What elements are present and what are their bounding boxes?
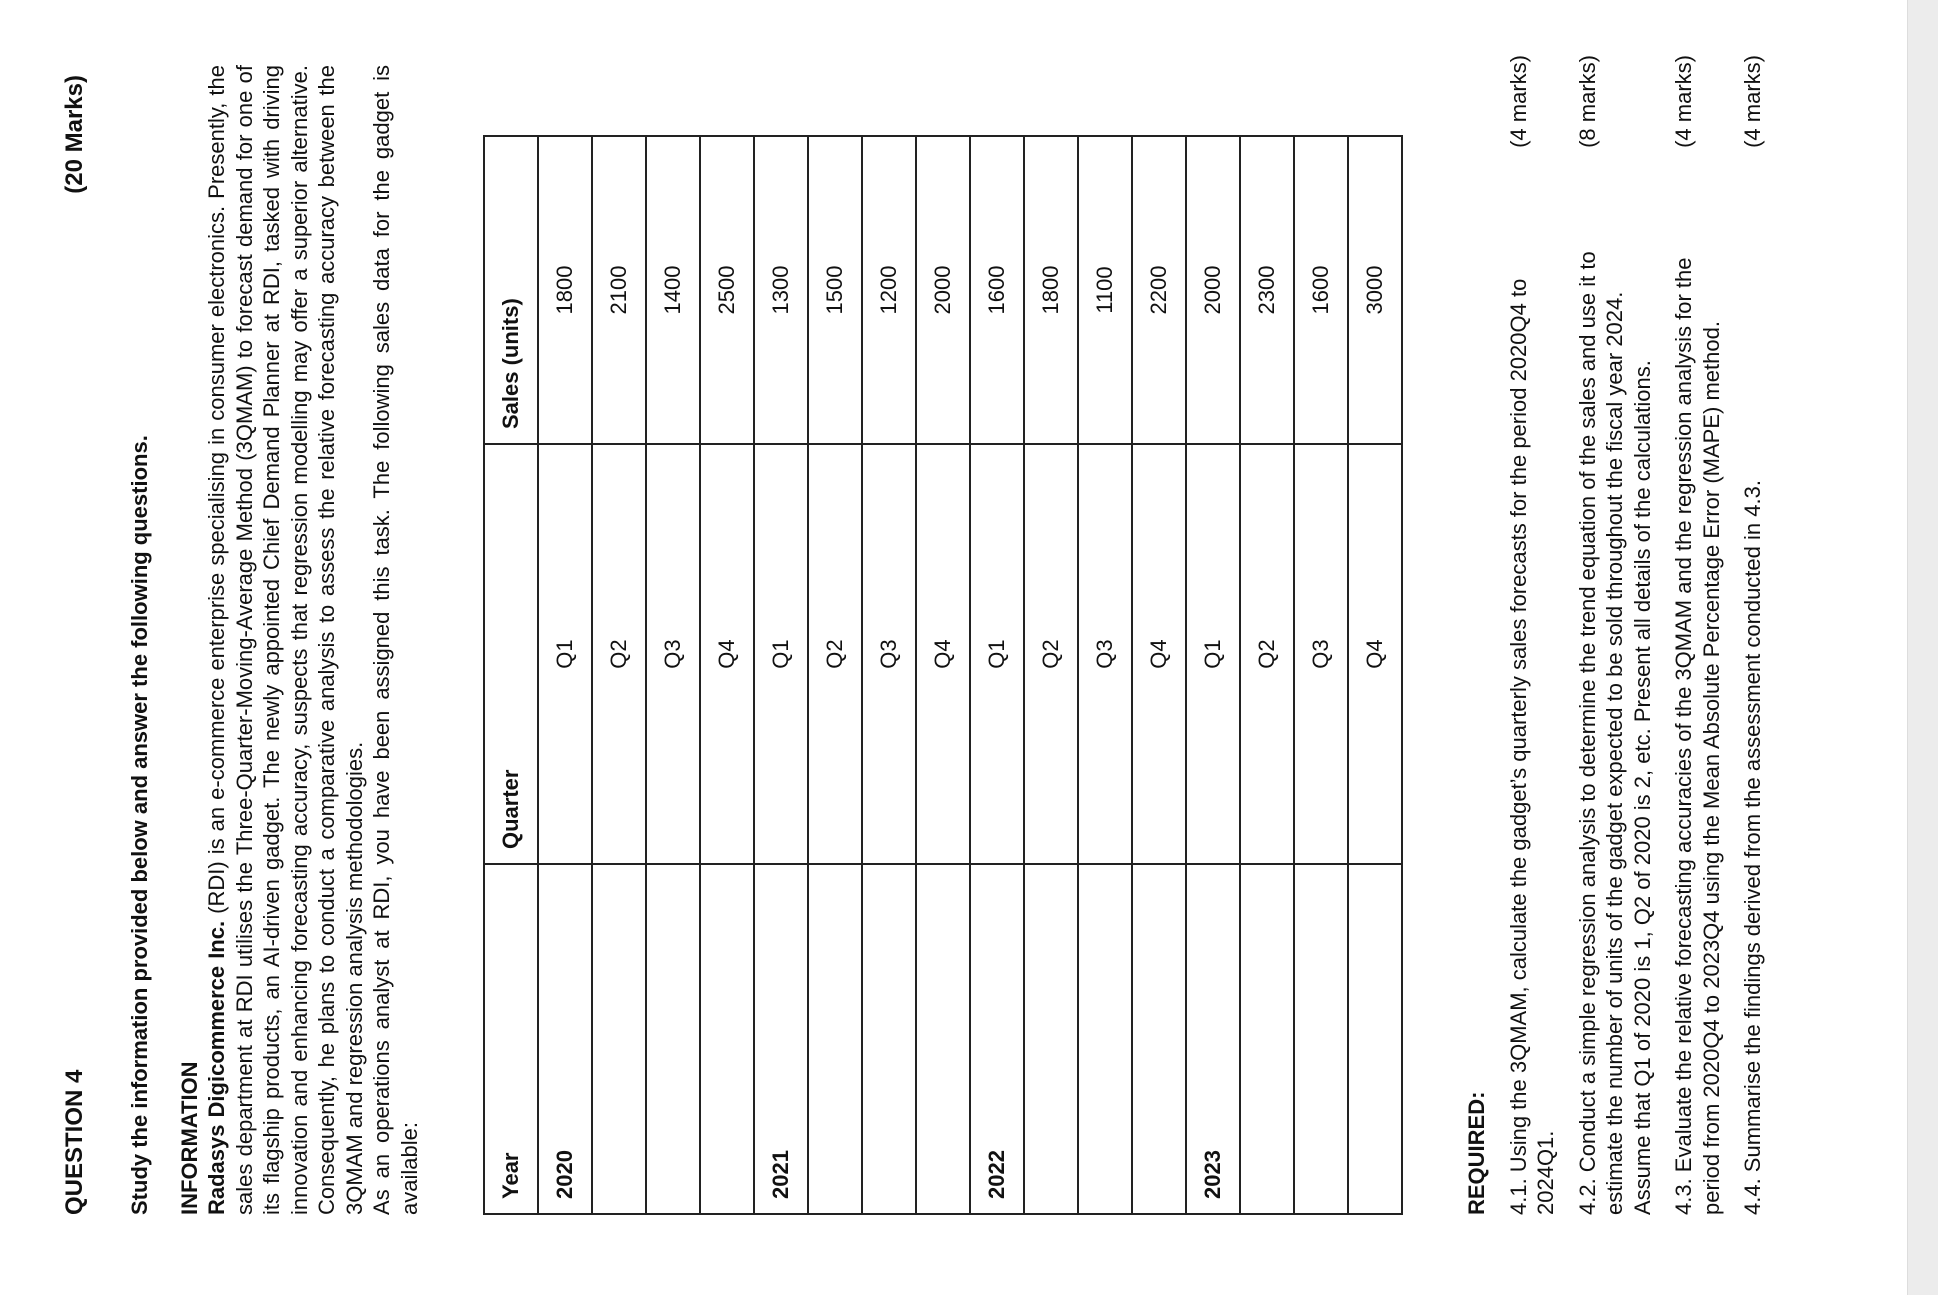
task-paragraph: As an operations analyst at RDI, you have been assigned this task. The following sales data for the gadget is available: xyxy=(369,65,422,1215)
cell-sales: 1800 xyxy=(1024,136,1078,444)
cell-sales: 1100 xyxy=(1078,136,1132,444)
required-item-marks: (4 marks) xyxy=(1671,55,1696,148)
cell-year xyxy=(1078,864,1132,1214)
cell-sales: 2000 xyxy=(916,136,970,444)
cell-sales: 2100 xyxy=(592,136,646,444)
question-marks: (20 Marks) xyxy=(61,75,88,194)
table-row xyxy=(1132,136,1186,1214)
table-row xyxy=(1078,136,1132,1214)
cell-quarter: Q1 xyxy=(970,444,1024,864)
required-item xyxy=(1739,55,1767,1215)
cell-year xyxy=(1132,864,1186,1214)
sales-data-table xyxy=(483,135,1403,1215)
cell-sales: 3000 xyxy=(1348,136,1402,444)
table-header-row xyxy=(484,136,538,1214)
information-paragraph-body: (RDI) is an e-commerce enterprise specialising in consumer electronics. Presently, the sales department at RDI utilises the Three-Quarter-Moving-Average Method (3QMAM) to forecast demand for one of its flagship products, an AI-driven gadget. The newly appointed Chief Demand Planner at RDI, tasked with driving innovation and enhancing forecasting accuracy, suspects that regression modelling may offer a superior alternative. Consequently, he plans to conduct a comparative analysis to assess the relative forecasting accuracy between the 3QMAM and regression analysis methodologies. xyxy=(204,65,367,1215)
table-row xyxy=(1240,136,1294,1214)
question-header xyxy=(60,75,90,1215)
question-title: QUESTION 4 xyxy=(61,1069,88,1215)
cell-year: 2020 xyxy=(538,864,592,1214)
cell-year xyxy=(592,864,646,1214)
cell-quarter: Q2 xyxy=(1240,444,1294,864)
required-item xyxy=(1574,55,1657,1215)
cell-year: 2021 xyxy=(754,864,808,1214)
cell-sales: 1600 xyxy=(970,136,1024,444)
cell-sales: 2300 xyxy=(1240,136,1294,444)
required-item-text: 4.2. Conduct a simple regression analysis to determine the trend equation of the sales and use it to estimate the number of units of the gadget expected to be sold throughout the fiscal year 2024. Assume that Q1 of 2020 is 1, Q2 of 2020 is 2, etc. Present all details of the calculations. xyxy=(1574,251,1655,1215)
required-item-marks: (8 marks) xyxy=(1574,55,1600,148)
required-item xyxy=(1505,55,1560,1215)
required-heading: REQUIRED: xyxy=(1464,1091,1489,1215)
table-row xyxy=(754,136,808,1214)
header-year: Year xyxy=(484,864,538,1214)
table-row xyxy=(1024,136,1078,1214)
cell-quarter: Q3 xyxy=(862,444,916,864)
cell-quarter: Q4 xyxy=(1132,444,1186,864)
cell-year xyxy=(862,864,916,1214)
cell-quarter: Q4 xyxy=(700,444,754,864)
table-row xyxy=(862,136,916,1214)
required-item-marks: (4 marks) xyxy=(1740,55,1765,148)
required-item-text: 4.3. Evaluate the relative forecasting accuracies of the 3QMAM and the regression analysis for the period from 2020Q4 to 2023Q4 using the Mean Absolute Percentage Error (MAPE) method. xyxy=(1671,257,1724,1215)
header-quarter: Quarter xyxy=(484,444,538,864)
cell-sales: 1600 xyxy=(1294,136,1348,444)
cell-quarter: Q3 xyxy=(646,444,700,864)
cell-year: 2022 xyxy=(970,864,1024,1214)
cell-year xyxy=(1294,864,1348,1214)
cell-sales: 1200 xyxy=(862,136,916,444)
table-row xyxy=(1186,136,1240,1214)
vertical-scrollbar[interactable] xyxy=(1907,0,1938,1295)
cell-quarter: Q1 xyxy=(538,444,592,864)
cell-quarter: Q2 xyxy=(592,444,646,864)
cell-quarter: Q4 xyxy=(1348,444,1402,864)
required-item-text: 4.4. Summarise the findings derived from the assessment conducted in 4.3. xyxy=(1740,480,1765,1215)
cell-quarter: Q1 xyxy=(754,444,808,864)
table-row xyxy=(538,136,592,1214)
cell-sales: 1300 xyxy=(754,136,808,444)
table-row xyxy=(592,136,646,1214)
cell-sales: 1400 xyxy=(646,136,700,444)
cell-year xyxy=(700,864,754,1214)
cell-year xyxy=(1348,864,1402,1214)
cell-sales: 2200 xyxy=(1132,136,1186,444)
required-item-marks: (4 marks) xyxy=(1505,55,1531,148)
table-row xyxy=(1294,136,1348,1214)
cell-quarter: Q3 xyxy=(1078,444,1132,864)
table-row xyxy=(916,136,970,1214)
cell-sales: 1800 xyxy=(538,136,592,444)
cell-quarter: Q4 xyxy=(916,444,970,864)
cell-quarter: Q2 xyxy=(1024,444,1078,864)
information-heading: INFORMATION xyxy=(176,1061,202,1215)
cell-sales: 2000 xyxy=(1186,136,1240,444)
cell-year xyxy=(646,864,700,1214)
cell-year xyxy=(916,864,970,1214)
cell-sales: 2500 xyxy=(700,136,754,444)
table-row xyxy=(646,136,700,1214)
cell-quarter: Q1 xyxy=(1186,444,1240,864)
cell-year: 2023 xyxy=(1186,864,1240,1214)
information-paragraph xyxy=(203,65,368,1215)
cell-year xyxy=(808,864,862,1214)
cell-sales: 1500 xyxy=(808,136,862,444)
required-item xyxy=(1670,55,1725,1215)
table-row xyxy=(970,136,1024,1214)
company-name: Radasys Digicommerce Inc. xyxy=(204,920,229,1215)
cell-quarter: Q3 xyxy=(1294,444,1348,864)
table-row xyxy=(808,136,862,1214)
required-item-text: 4.1. Using the 3QMAM, calculate the gadget’s quarterly sales forecasts for the period 2020Q4 to 2024Q1. xyxy=(1505,278,1558,1215)
cell-year xyxy=(1240,864,1294,1214)
instruction-text: Study the information provided below and answer the following questions. xyxy=(127,435,152,1215)
cell-year xyxy=(1024,864,1078,1214)
table-row xyxy=(700,136,754,1214)
header-sales: Sales (units) xyxy=(484,136,538,444)
cell-quarter: Q2 xyxy=(808,444,862,864)
table-row xyxy=(1348,136,1402,1214)
